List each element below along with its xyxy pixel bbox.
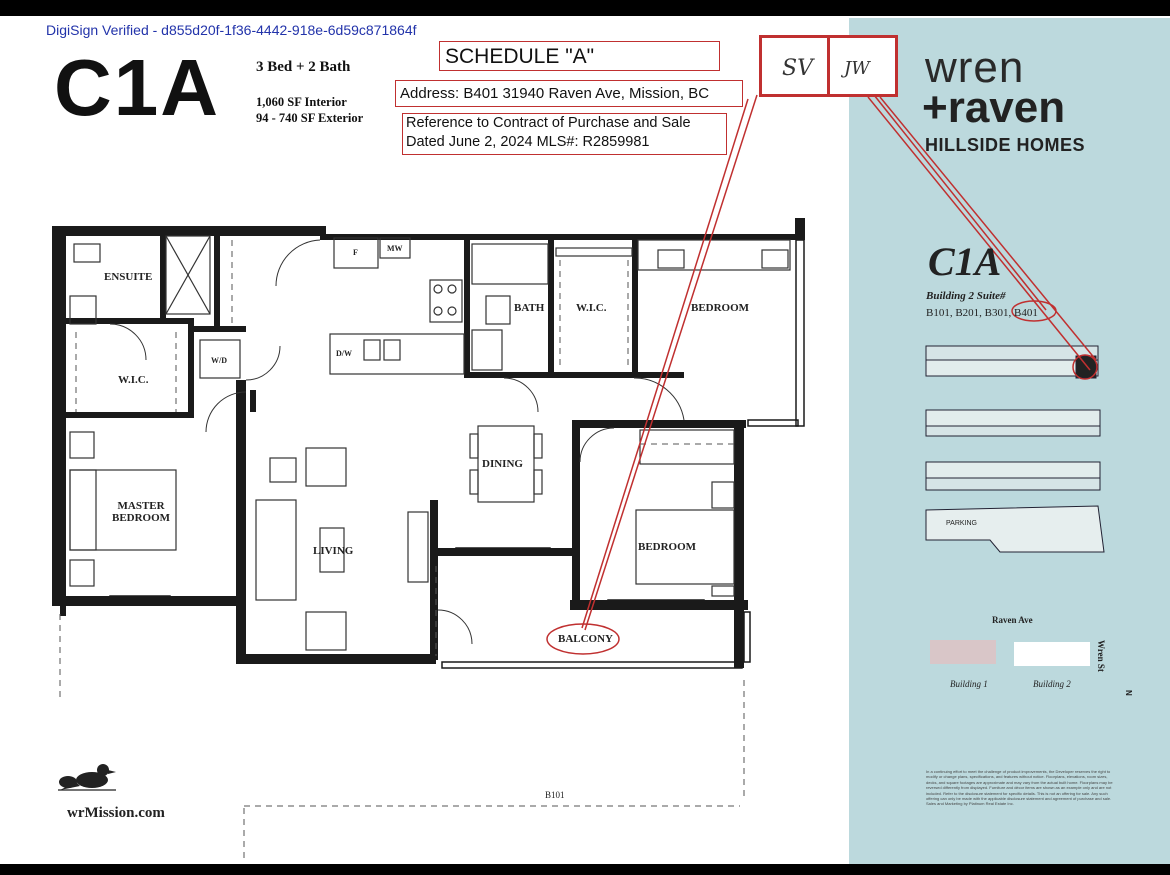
interior-area-label: 1,060 SF Interior — [256, 95, 347, 109]
brand-wordmark-line-2: +raven — [922, 83, 1066, 132]
initial-signature-2: JW — [844, 58, 870, 79]
exterior-area-label: 94 - 740 SF Exterior — [256, 111, 364, 125]
room-ensuite: ENSUITE — [104, 271, 153, 283]
room-washer-dryer: W/D — [211, 356, 227, 365]
contract-reference-box — [402, 113, 727, 155]
unit-below-label: B101 — [545, 790, 565, 800]
room-master-bedroom: MASTER BEDROOM — [112, 500, 171, 524]
parking-label: PARKING — [946, 520, 977, 527]
unit-code-title: C1A — [54, 43, 221, 132]
initials-divider — [827, 35, 830, 97]
room-balcony: BALCONY — [558, 633, 614, 645]
room-wic-middle: W.I.C. — [576, 302, 607, 314]
brand-wordmark-line-1: wren — [925, 43, 1025, 92]
room-wic-left: W.I.C. — [118, 374, 149, 386]
reference-line-1: Reference to Contract of Purchase and Sale — [406, 115, 691, 131]
road-label-wren: Wren St — [1096, 640, 1106, 672]
dishwasher-label: D/W — [336, 349, 352, 358]
beds-baths-label: 3 Bed + 2 Bath — [256, 59, 351, 75]
north-arrow-label: N — [1124, 690, 1133, 696]
brand-subtitle: HILLSIDE HOMES — [925, 135, 1086, 155]
room-bedroom-top: BEDROOM — [691, 302, 750, 314]
building-suite-label: Building 2 Suite# — [926, 290, 1006, 302]
room-dining: DINING — [482, 458, 523, 470]
schedule-title: SCHEDULE "A" — [439, 41, 720, 71]
room-living: LIVING — [313, 545, 354, 557]
building-2-label: Building 2 — [1033, 679, 1071, 689]
suite-list: B101, B201, B301, B401 — [926, 307, 1038, 319]
room-bath: BATH — [514, 302, 545, 314]
reference-line-2: Dated June 2, 2024 MLS#: R2859981 — [406, 134, 650, 150]
microwave-label: MW — [387, 244, 403, 253]
verification-stamp: DigiSign Verified - d855d20f-1f36-4442-918e-6d59c871864f — [46, 22, 417, 38]
fridge-label: F — [353, 248, 358, 257]
disclaimer-text: In a continuing effort to meet the challenge of product improvements, the Developer reserves the right to modify or change plans, specifications, and features without notice. Floorplans, elevations, room sizes, decks, and square footages are approximate and may vary from the actual built home. Floorplans may be reversed differently from displayed. Furniture and décor items are shown as an example only and are not included. Refer to the disclosure statement for specific details. This is not an offering for sale. Any such offering can only be made with the applicable disclosure statement and agreement of purchase and sale. Sales and Marketing by Platinum Real Estate Inc. — [926, 769, 1113, 807]
address-box: Address: B401 31940 Raven Ave, Mission, BC — [395, 80, 743, 107]
road-label-raven: Raven Ave — [992, 615, 1033, 625]
room-bedroom-bottom: BEDROOM — [638, 541, 697, 553]
building-1-label: Building 1 — [950, 679, 988, 689]
initial-signature-1: SV — [782, 56, 813, 81]
website-label: wrMission.com — [67, 805, 165, 821]
panel-unit-code: C1A — [928, 239, 1002, 284]
